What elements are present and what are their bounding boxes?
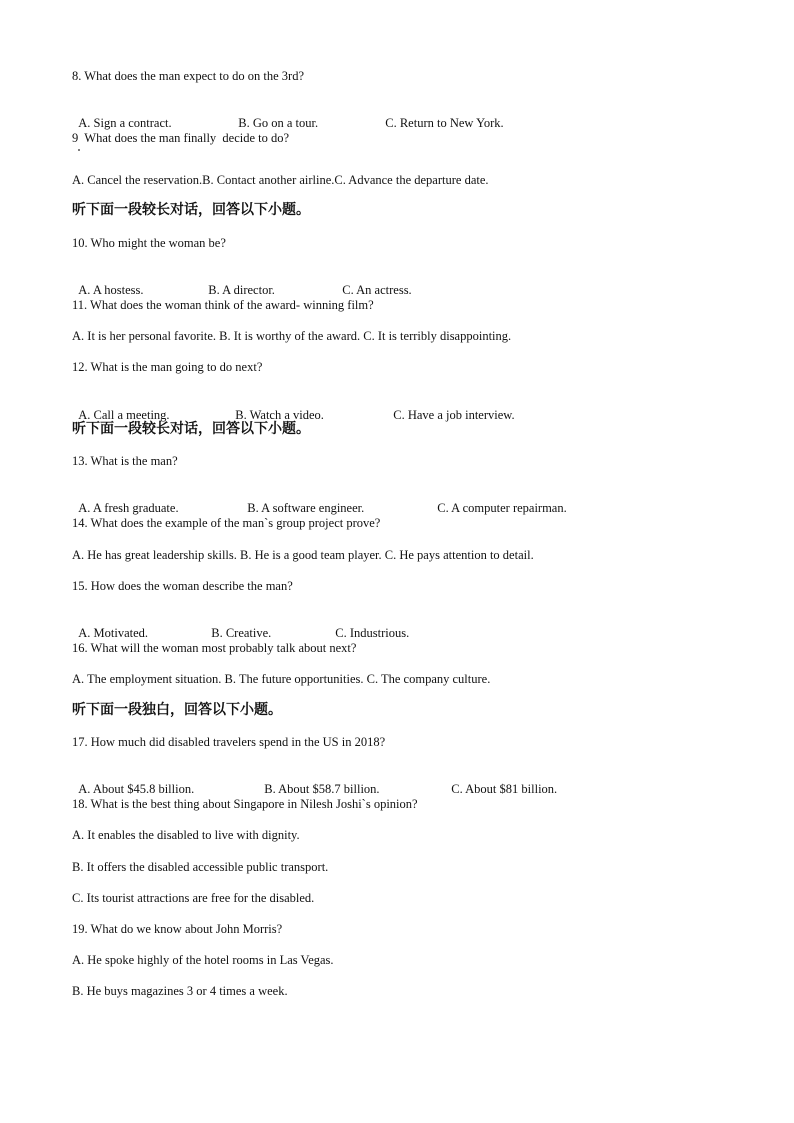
options-14: A. He has great leadership skills. B. He is a good team player. C. He pays attention to detail.: [72, 548, 534, 562]
options-11: A. It is her personal favorite. B. It is worthy of the award. C. It is terribly disappointing.: [72, 329, 512, 343]
section-heading: 听下面一段较长对话，回答以下小题。: [72, 203, 310, 218]
option-b: B. A director.: [208, 283, 275, 297]
question-15: 15. How does the woman describe the man?: [72, 579, 293, 593]
option-c: C. Return to New York.: [385, 116, 504, 130]
option-c: C. An actress.: [342, 283, 412, 297]
option-a: A. A hostess.: [78, 283, 144, 297]
options-16: A. The employment situation. B. The future opportunities. C. The company culture.: [72, 672, 491, 686]
option-c: C. Industrious.: [335, 626, 410, 640]
option-c: C. A computer repairman.: [437, 501, 567, 515]
options-15: [72, 609, 409, 641]
option-b: B. A software engineer.: [247, 501, 365, 515]
options-12: [72, 391, 515, 423]
option-c: C. Have a job interview.: [393, 408, 515, 422]
option-a: A. He spoke highly of the hotel rooms in Las Vegas.: [72, 953, 334, 967]
option-b: B. It offers the disabled accessible public transport.: [72, 860, 329, 874]
options-17: [72, 765, 557, 797]
question-12: 12. What is the man going to do next?: [72, 360, 263, 374]
option-a: A. A fresh graduate.: [78, 501, 179, 515]
options-10: [72, 266, 412, 298]
option-b: B. Watch a video.: [235, 408, 324, 422]
options-8: [72, 99, 504, 131]
option-b: B. Creative.: [211, 626, 272, 640]
question-13: 13. What is the man?: [72, 454, 178, 468]
question-10: 10. Who might the woman be?: [72, 236, 226, 250]
section-heading: 听下面一段较长对话，回答以下小题。: [72, 422, 310, 437]
option-a: A. Motivated.: [78, 626, 149, 640]
question-11: 11. What does the woman think of the award- winning film?: [72, 298, 374, 312]
section-heading: 听下面一段独白，回答以下小题。: [72, 703, 282, 718]
question-19: 19. What do we know about John Morris?: [72, 922, 283, 936]
option-c: C. About $81 billion.: [451, 782, 558, 796]
option-a: A. Call a meeting.: [78, 408, 170, 422]
option-a: A. About $45.8 billion.: [78, 782, 195, 796]
options-13: [72, 484, 567, 516]
option-c: C. Its tourist attractions are free for the disabled.: [72, 891, 315, 905]
question-8: 8. What does the man expect to do on the 3rd?: [72, 69, 304, 83]
stray-mark: [78, 149, 80, 151]
options-9: A. Cancel the reservation.B. Contact another airline.C. Advance the departure date.: [72, 173, 489, 187]
option-a: A. It enables the disabled to live with dignity.: [72, 828, 300, 842]
question-16: 16. What will the woman most probably talk about next?: [72, 641, 357, 655]
option-b: B. About $58.7 billion.: [264, 782, 380, 796]
question-9: 9 What does the man finally decide to do?: [72, 131, 290, 145]
option-b: B. He buys magazines 3 or 4 times a week.: [72, 984, 288, 998]
question-17: 17. How much did disabled travelers spend in the US in 2018?: [72, 735, 386, 749]
option-b: B. Go on a tour.: [238, 116, 319, 130]
option-a: A. Sign a contract.: [78, 116, 172, 130]
question-14: 14. What does the example of the man`s group project prove?: [72, 516, 381, 530]
question-18: 18. What is the best thing about Singapore in Nilesh Joshi`s opinion?: [72, 797, 418, 811]
